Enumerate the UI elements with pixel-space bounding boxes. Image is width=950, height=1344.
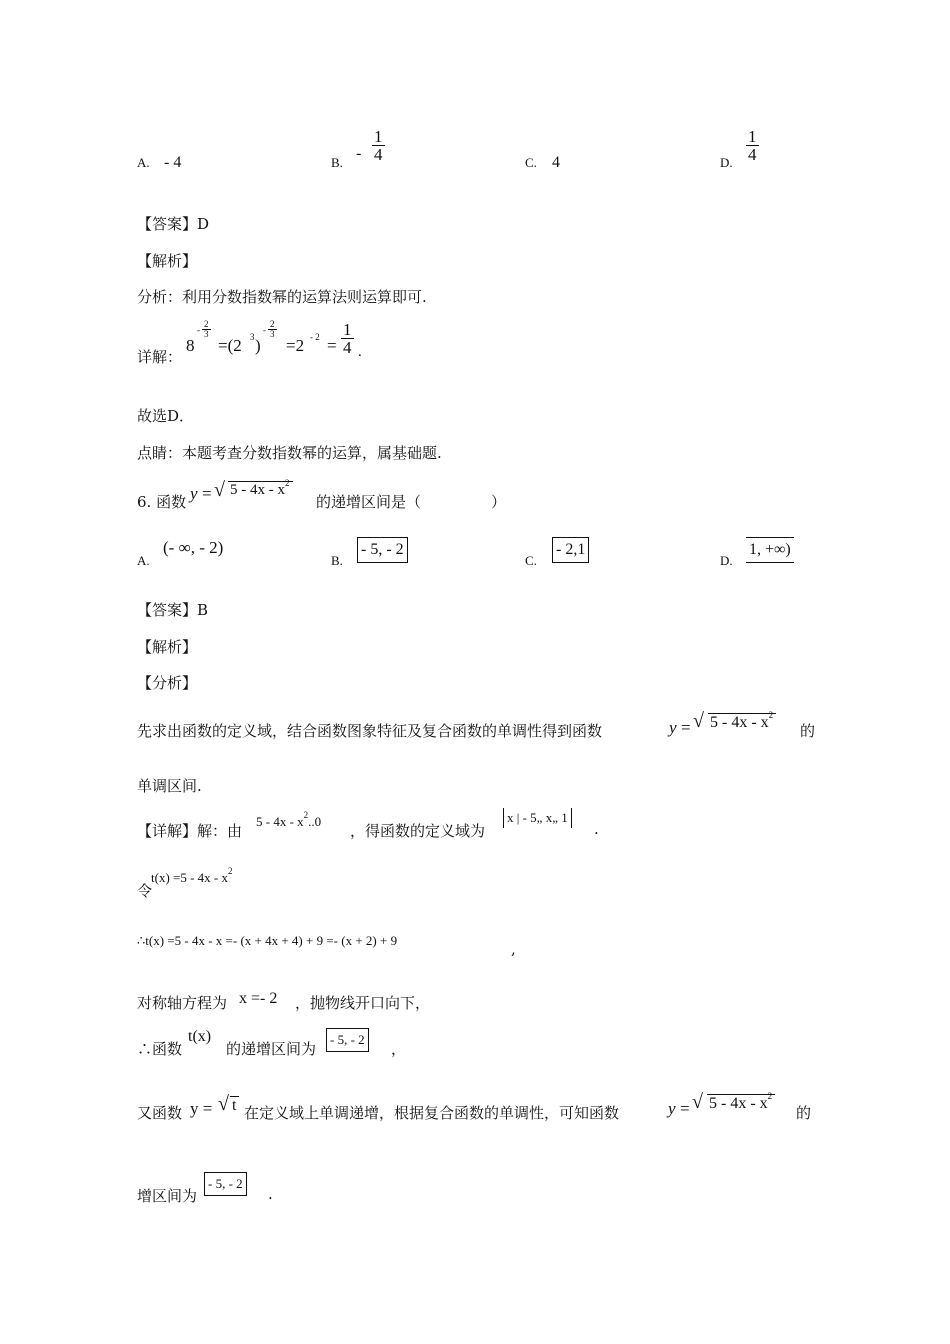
q6-therefore-end: , <box>511 940 516 958</box>
q5-option-b-sign: - <box>356 145 362 162</box>
q5-answer: 【答案】D <box>137 215 210 233</box>
q5-analysis-heading: 【解析】 <box>137 252 198 270</box>
q6-func-y: y <box>190 484 198 503</box>
q6-incr-mid: 的递增区间为 <box>226 1040 317 1058</box>
q6-axis-text: 对称轴方程为 <box>137 994 228 1012</box>
q6-final-mid: 在定义域上单调递增，根据复合函数的单调性，可知函数 <box>244 1104 620 1122</box>
q6-let-label: 令 <box>137 882 153 900</box>
q6-answer: 【答案】B <box>137 601 209 619</box>
q6-incr-end: ， <box>391 1040 407 1058</box>
q6-option-b-value: - 5, - 2 <box>357 537 408 563</box>
q6-therefore-expression: ∴t(x) =5 - 4x - x =- (x + 4x + 4) + 9 =- (x + 2) + 9 <box>137 933 398 948</box>
q5-option-a-value: - 4 <box>164 154 182 171</box>
q6-stem-close: ） <box>491 493 507 511</box>
q5-detail-period: . <box>358 344 362 360</box>
q6-let-expression: $t(x) =5 - 4x - x^2$ <box>151 866 233 885</box>
q6-analysis-y: y <box>669 718 677 737</box>
q6-detail-inequality: $5 - 4x - x^2..0$ <box>256 810 322 829</box>
q5-detail-exp1: $\frac{2}{3}$ <box>204 319 209 339</box>
q5-option-b-fraction: $\frac{1}{4}$ <box>374 127 383 164</box>
q5-detail-eq1: =(2 <box>218 336 242 355</box>
q6-func-radicand: $5 - 4x - x^2$ <box>228 481 293 499</box>
q6-radical-sign: √ <box>214 479 225 501</box>
q5-detail-result: $\frac{1}{4}$ <box>343 320 352 357</box>
q6-analysis-line2: 单调区间. <box>137 777 202 795</box>
q5-detail-exp3: - 2 <box>310 332 320 342</box>
q6-final-prefix: 又函数 <box>137 1104 183 1122</box>
q6-detail-prefix: 【详解】解：由 <box>137 822 243 840</box>
q5-analysis-text: 分析：利用分数指数幂的运算法则运算即可. <box>137 288 427 306</box>
q6-final-t: t <box>230 1096 239 1115</box>
q5-detail-close-paren: ) <box>255 336 261 355</box>
q6-analysis-text: 先求出函数的定义域，结合函数图象特征及复合函数的单调性得到函数 <box>137 722 603 740</box>
q6-analysis-eq: = <box>681 718 691 737</box>
q5-detail-exp2: $\frac{2}{3}$ <box>270 319 275 339</box>
q5-comment: 点睛：本题考查分数指数幂的运算，属基础题. <box>137 444 442 462</box>
q5-detail-label: 详解： <box>137 348 183 366</box>
q6-final-interval: - 5, - 2 <box>204 1172 247 1196</box>
q6-analysis-radical: √ <box>693 710 704 732</box>
q6-option-c-letter: C. <box>525 553 537 568</box>
q5-detail-eq3: = <box>327 336 337 355</box>
q6-stem-suffix: 的递增区间是（ <box>316 493 422 511</box>
q6-final-y: y = <box>190 1099 213 1118</box>
q5-detail-exp2-sign: - <box>263 325 266 335</box>
q6-incr-interval: - 5, - 2 <box>326 1028 369 1052</box>
q6-option-c-value: - 2,1 <box>552 537 589 563</box>
q6-final-period: . <box>268 1185 273 1203</box>
q6-final-func-radical: √ <box>692 1091 703 1113</box>
q6-detail-end: . <box>594 820 599 838</box>
q6-analysis-heading: 【解析】 <box>137 638 198 656</box>
q6-incr-prefix: ∴函数 <box>137 1040 183 1058</box>
q6-final-func-y: y <box>668 1099 676 1118</box>
q5-detail-base: 8 <box>186 336 195 355</box>
q6-axis-expression: x =- 2 <box>239 990 278 1007</box>
q6-analysis-radicand: $5 - 4x - x^2$ <box>708 713 776 732</box>
q6-detail-domain: x | - 5„ x„ 1 <box>503 808 572 828</box>
q5-choose: 故选D． <box>137 407 195 425</box>
q5-option-c-value: 4 <box>552 154 560 171</box>
q6-final-end: 的 <box>796 1104 812 1122</box>
q6-option-b-letter: B. <box>331 553 343 568</box>
q6-option-d-value: 1, +∞) <box>746 537 794 563</box>
q6-option-a-letter: A. <box>137 553 150 568</box>
q6-option-d-letter: D. <box>720 553 733 568</box>
q6-axis-end: ，抛物线开口向下， <box>295 994 431 1012</box>
q6-final-func-eq: = <box>680 1099 690 1118</box>
q5-detail-eq2: =2 <box>286 336 305 355</box>
q6-incr-t: t(x) <box>188 1028 212 1045</box>
q6-analysis-subheading: 【分析】 <box>137 674 198 692</box>
q6-final-line2-text: 增区间为 <box>137 1187 198 1205</box>
q5-option-c-letter: C. <box>525 155 537 170</box>
q5-detail-exp1-sign: - <box>197 325 200 335</box>
q6-detail-mid: ，得函数的定义域为 <box>350 822 486 840</box>
q6-func-eq: = <box>202 484 212 503</box>
q6-option-a-value: (- ∞, - 2) <box>163 538 224 557</box>
q6-analysis-end: 的 <box>800 722 816 740</box>
q6-final-radical: √ <box>218 1093 229 1115</box>
q5-option-d-letter: D. <box>720 155 733 170</box>
q5-option-b-letter: B. <box>331 155 343 170</box>
q5-option-d-fraction: $\frac{1}{4}$ <box>748 127 757 164</box>
q6-final-func-radicand: $5 - 4x - x^2$ <box>707 1094 775 1113</box>
q5-detail-inner-exp: 3 <box>250 332 255 342</box>
q6-stem-prefix: 6. 函数 <box>137 493 187 511</box>
q5-option-a-letter: A. <box>137 155 150 170</box>
